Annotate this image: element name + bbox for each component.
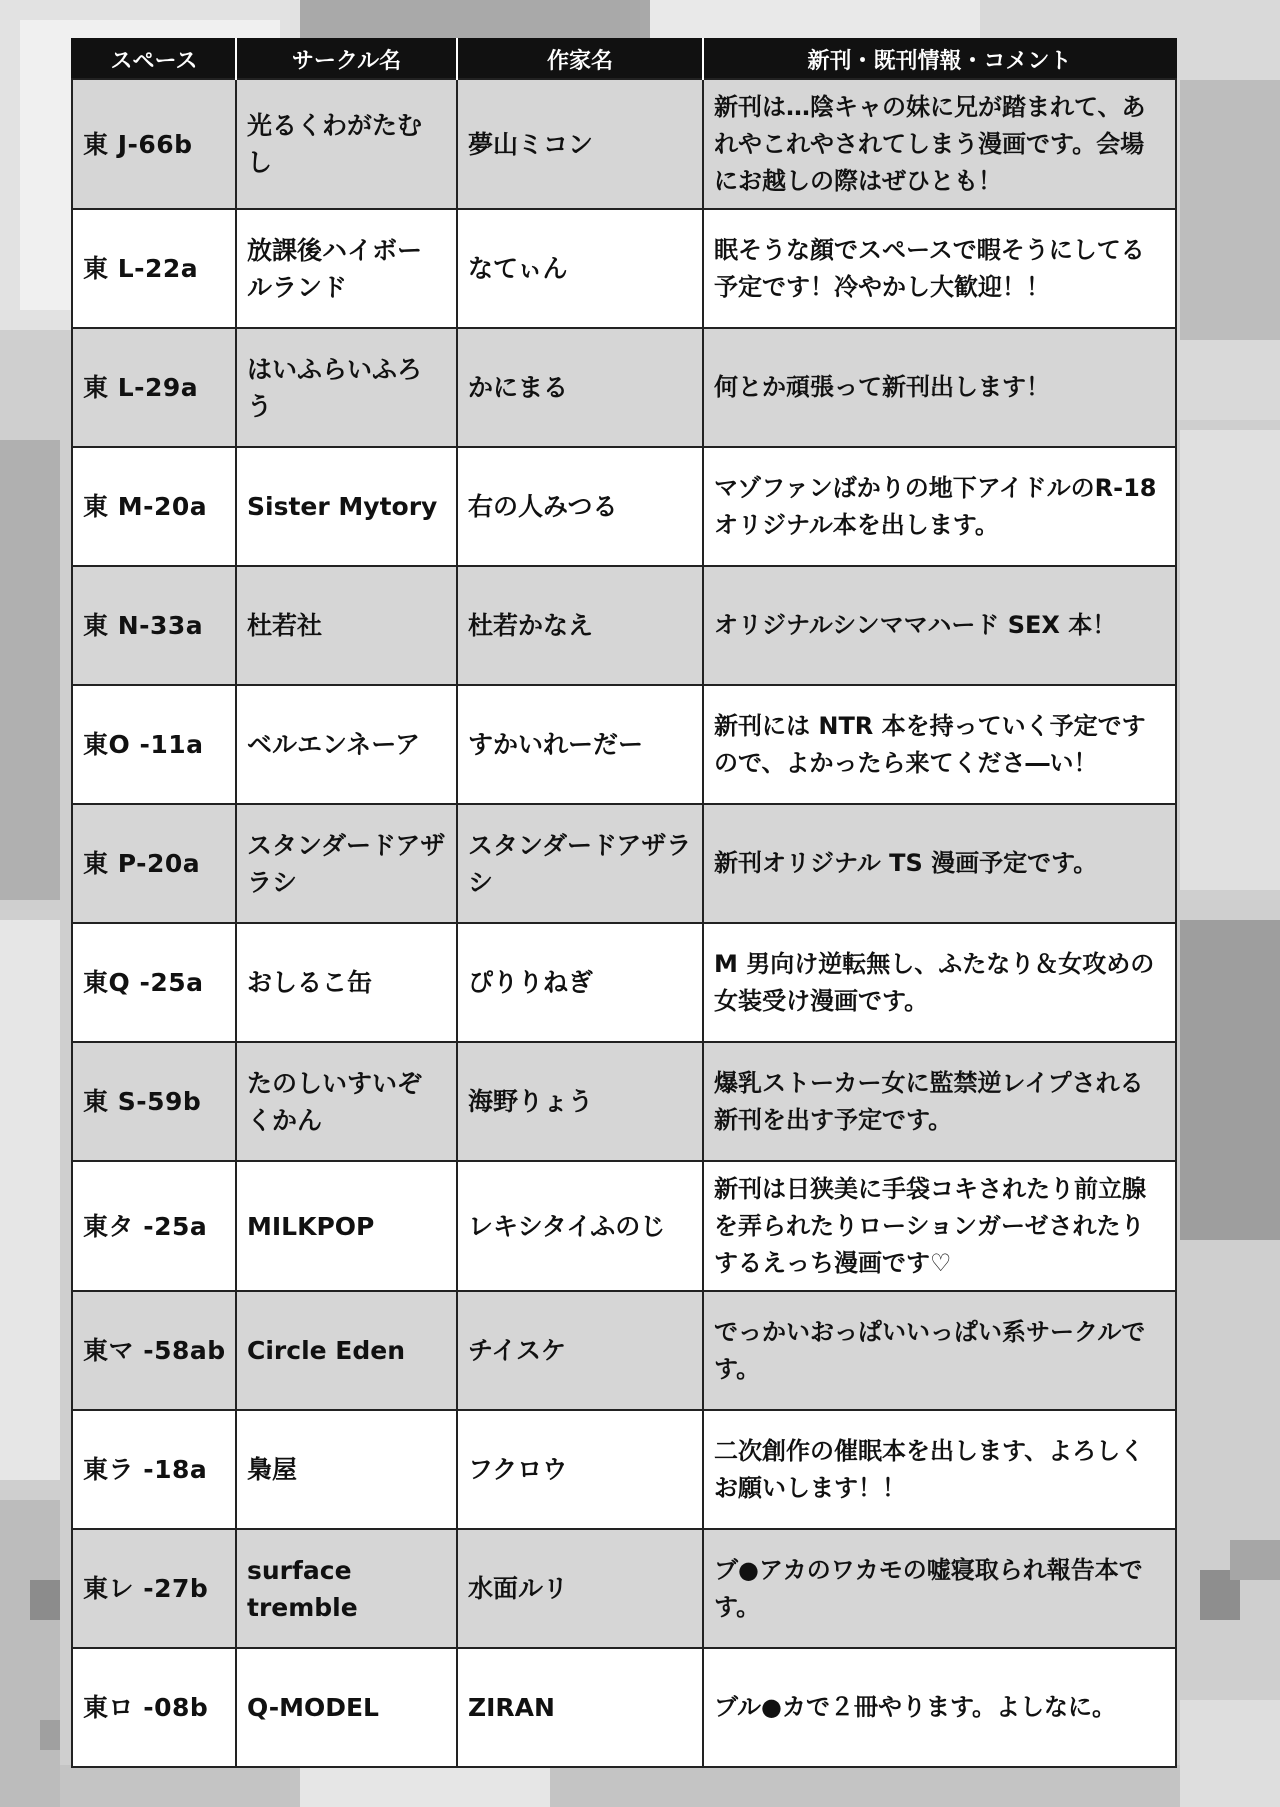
cell-circle: はいふらいふろう [236, 328, 457, 447]
cell-space: 東 J-66b [72, 79, 236, 209]
cell-author: 右の人みつる [457, 447, 703, 566]
cell-author: すかいれーだー [457, 685, 703, 804]
cell-space: 東 L-22a [72, 209, 236, 328]
table-row [72, 923, 1176, 1042]
cell-circle: ベルエンネーア [236, 685, 457, 804]
cell-space: 東Q -25a [72, 923, 236, 1042]
cell-author: なてぃん [457, 209, 703, 328]
table-row [72, 1410, 1176, 1529]
cell-author: フクロウ [457, 1410, 703, 1529]
circle-table [71, 38, 1177, 1768]
cell-circle: surface tremble [236, 1529, 457, 1648]
cell-circle: 放課後ハイボールランド [236, 209, 457, 328]
cell-comment: ブ●アカのワカモの嘘寝取られ報告本です。 [703, 1529, 1176, 1648]
cell-comment: M 男向け逆転無し、ふたなり＆女攻めの女装受け漫画です。 [703, 923, 1176, 1042]
header-circle: サークル名 [236, 39, 457, 79]
cell-author: かにまる [457, 328, 703, 447]
cell-author: ぴりりねぎ [457, 923, 703, 1042]
cell-space: 東 L-29a [72, 328, 236, 447]
table-row [72, 566, 1176, 685]
circle-list [71, 38, 1175, 1768]
cell-circle: Sister Mytory [236, 447, 457, 566]
table-row [72, 685, 1176, 804]
cell-comment: オリジナルシンママハード SEX 本！ [703, 566, 1176, 685]
cell-comment: 新刊は…陰キャの妹に兄が踏まれて、あれやこれやされてしまう漫画です。会場にお越しの際はぜひとも！ [703, 79, 1176, 209]
cell-space: 東 M-20a [72, 447, 236, 566]
cell-space: 東O -11a [72, 685, 236, 804]
cell-space: 東タ -25a [72, 1161, 236, 1291]
cell-space: 東マ -58ab [72, 1291, 236, 1410]
cell-comment: ブル●カで２冊やります。よしなに。 [703, 1648, 1176, 1767]
cell-author: ZIRAN [457, 1648, 703, 1767]
cell-author: スタンダードアザラシ [457, 804, 703, 923]
table-row [72, 79, 1176, 209]
table-row [72, 1648, 1176, 1767]
table-header-row [72, 39, 1176, 79]
cell-circle: 光るくわがたむし [236, 79, 457, 209]
cell-comment: 爆乳ストーカー女に監禁逆レイプされる新刊を出す予定です。 [703, 1042, 1176, 1161]
header-space: スペース [72, 39, 236, 79]
cell-circle: おしるこ缶 [236, 923, 457, 1042]
header-comment: 新刊・既刊情報・コメント [703, 39, 1176, 79]
cell-comment: 二次創作の催眠本を出します、よろしくお願いします！！ [703, 1410, 1176, 1529]
cell-space: 東 P-20a [72, 804, 236, 923]
cell-space: 東 N-33a [72, 566, 236, 685]
table-row [72, 804, 1176, 923]
cell-space: 東ラ -18a [72, 1410, 236, 1529]
cell-circle: MILKPOP [236, 1161, 457, 1291]
cell-comment: でっかいおっぱいいっぱい系サークルです。 [703, 1291, 1176, 1410]
cell-author: 杜若かなえ [457, 566, 703, 685]
cell-space: 東 S-59b [72, 1042, 236, 1161]
cell-comment: マゾファンばかりの地下アイドルのR-18 オリジナル本を出します。 [703, 447, 1176, 566]
cell-comment: 新刊オリジナル TS 漫画予定です。 [703, 804, 1176, 923]
cell-author: チイスケ [457, 1291, 703, 1410]
table-row [72, 209, 1176, 328]
table-row [72, 447, 1176, 566]
cell-space: 東レ -27b [72, 1529, 236, 1648]
cell-comment: 何とか頑張って新刊出します！ [703, 328, 1176, 447]
cell-circle: Q-MODEL [236, 1648, 457, 1767]
cell-comment: 眠そうな顔でスペースで暇そうにしてる予定です！冷やかし大歓迎！！ [703, 209, 1176, 328]
cell-circle: たのしいすいぞくかん [236, 1042, 457, 1161]
cell-circle: スタンダードアザラシ [236, 804, 457, 923]
cell-author: 夢山ミコン [457, 79, 703, 209]
table-row [72, 328, 1176, 447]
table-row [72, 1529, 1176, 1648]
header-author: 作家名 [457, 39, 703, 79]
cell-circle: Circle Eden [236, 1291, 457, 1410]
cell-circle: 杜若社 [236, 566, 457, 685]
table-row [72, 1161, 1176, 1291]
cell-circle: 梟屋 [236, 1410, 457, 1529]
cell-comment: 新刊には NTR 本を持っていく予定ですので、よかったら来てくださ―い！ [703, 685, 1176, 804]
cell-space: 東ロ -08b [72, 1648, 236, 1767]
cell-comment: 新刊は日狭美に手袋コキされたり前立腺を弄られたりローションガーゼされたりするえっち漫画です♡ [703, 1161, 1176, 1291]
cell-author: レキシタイふのじ [457, 1161, 703, 1291]
cell-author: 水面ルリ [457, 1529, 703, 1648]
table-row [72, 1042, 1176, 1161]
table-row [72, 1291, 1176, 1410]
cell-author: 海野りょう [457, 1042, 703, 1161]
